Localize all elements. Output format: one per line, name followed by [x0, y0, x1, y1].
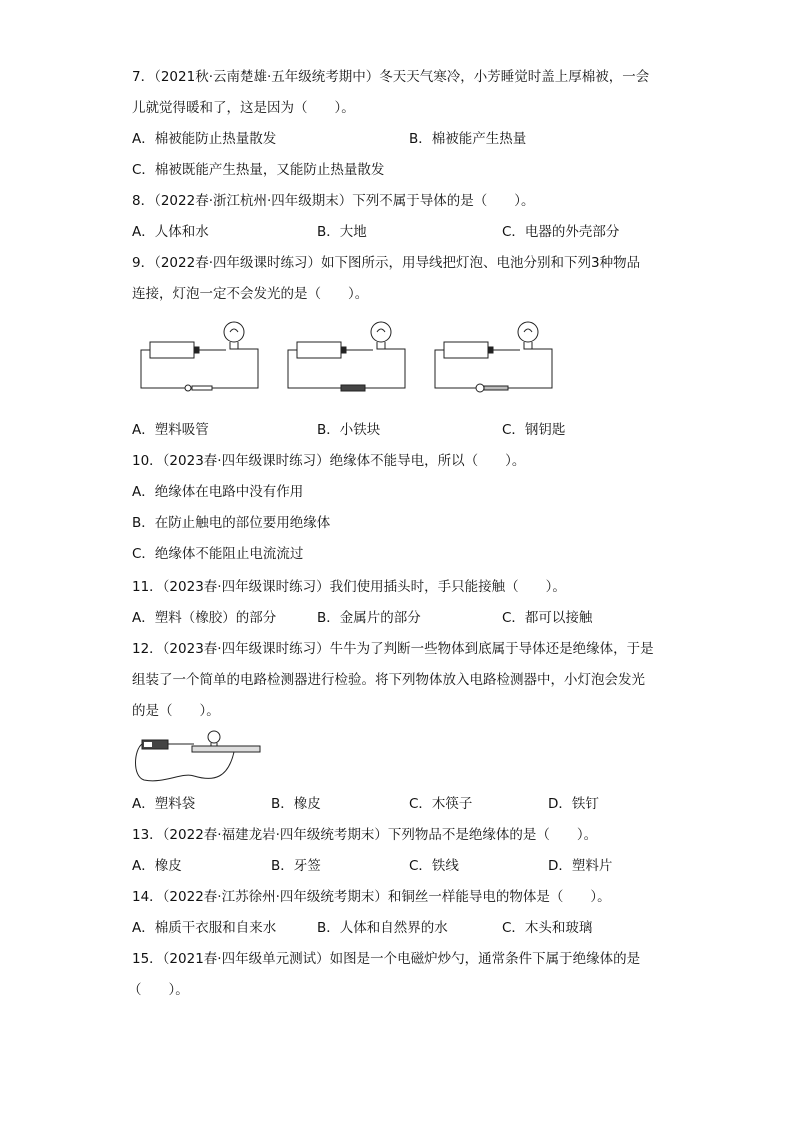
q7-option-a[interactable]: A．棉被能防止热量散发	[132, 131, 277, 147]
q10-stem: 10．（2023春·四年级课时练习）绝缘体不能导电，所以（ ）。	[132, 453, 526, 469]
q11-option-b[interactable]: B．金属片的部分	[317, 610, 421, 626]
q12-option-d[interactable]: D．铁钉	[548, 796, 599, 812]
q8-stem: 8．（2022春·浙江杭州·四年级期末）下列不属于导体的是（ ）。	[132, 193, 535, 209]
q9-option-b[interactable]: B．小铁块	[317, 422, 381, 438]
q15-stem-line2: （ ）。	[128, 982, 189, 998]
q7-stem-line1: 7．（2021秋·云南楚雄·五年级统考期中）冬天天气寒冷，小芳睡觉时盖上厚棉被，一会	[132, 69, 650, 85]
q9-stem-line2: 连接，灯泡一定不会发光的是（ ）。	[132, 286, 369, 302]
q12-stem-line2: 组装了一个简单的电路检测器进行检验。将下列物体放入电路检测器中，小灯泡会发光	[132, 672, 645, 688]
q9-stem-line1: 9．（2022春·四年级课时练习）如下图所示，用导线把灯泡、电池分别和下列3种物品	[132, 255, 641, 271]
q12-option-a[interactable]: A．塑料袋	[132, 796, 196, 812]
q8-option-a[interactable]: A．人体和水	[132, 224, 209, 240]
q11-option-c[interactable]: C．都可以接触	[502, 610, 593, 626]
q7-stem-line2: 儿就觉得暖和了，这是因为（ ）。	[132, 100, 355, 116]
circuit-diagram-b	[283, 318, 411, 394]
circuit-tester-diagram	[134, 728, 264, 788]
q13-option-a[interactable]: A．橡皮	[132, 858, 182, 874]
q10-option-c[interactable]: C．绝缘体不能阻止电流流过	[132, 546, 304, 562]
q9-option-a[interactable]: A．塑料吸管	[132, 422, 209, 438]
circuit-diagram-c	[430, 318, 558, 394]
q12-option-b[interactable]: B．橡皮	[271, 796, 321, 812]
q11-option-a[interactable]: A．塑料（橡胶）的部分	[132, 610, 277, 626]
q14-option-a[interactable]: A．棉质干衣服和自来水	[132, 920, 277, 936]
q14-option-c[interactable]: C．木头和玻璃	[502, 920, 593, 936]
q9-option-c[interactable]: C．钢钥匙	[502, 422, 566, 438]
q12-option-c[interactable]: C．木筷子	[409, 796, 473, 812]
q7-option-b[interactable]: B．棉被能产生热量	[409, 131, 527, 147]
q12-stem-line3: 的是（ ）。	[132, 703, 220, 719]
q10-option-a[interactable]: A．绝缘体在电路中没有作用	[132, 484, 304, 500]
q8-option-c[interactable]: C．电器的外壳部分	[502, 224, 620, 240]
q11-stem: 11．（2023春·四年级课时练习）我们使用插头时，手只能接触（ ）。	[132, 579, 566, 595]
q12-stem-line1: 12．（2023春·四年级课时练习）牛牛为了判断一些物体到底属于导体还是绝缘体，于是	[132, 641, 654, 657]
circuit-diagram-a	[136, 318, 264, 394]
q10-option-b[interactable]: B．在防止触电的部位要用绝缘体	[132, 515, 331, 531]
q13-option-c[interactable]: C．铁线	[409, 858, 459, 874]
q8-option-b[interactable]: B．大地	[317, 224, 367, 240]
q13-stem: 13．（2022春·福建龙岩·四年级统考期末）下列物品不是绝缘体的是（ ）。	[132, 827, 598, 843]
q13-option-d[interactable]: D．塑料片	[548, 858, 613, 874]
q14-option-b[interactable]: B．人体和自然界的水	[317, 920, 448, 936]
q13-option-b[interactable]: B．牙签	[271, 858, 321, 874]
q14-stem: 14．（2022春·江苏徐州·四年级统考期末）和铜丝一样能导电的物体是（ ）。	[132, 889, 611, 905]
q7-option-c[interactable]: C．棉被既能产生热量，又能防止热量散发	[132, 162, 385, 178]
q15-stem-line1: 15．（2021春·四年级单元测试）如图是一个电磁炉炒勺，通常条件下属于绝缘体的是	[132, 951, 641, 967]
